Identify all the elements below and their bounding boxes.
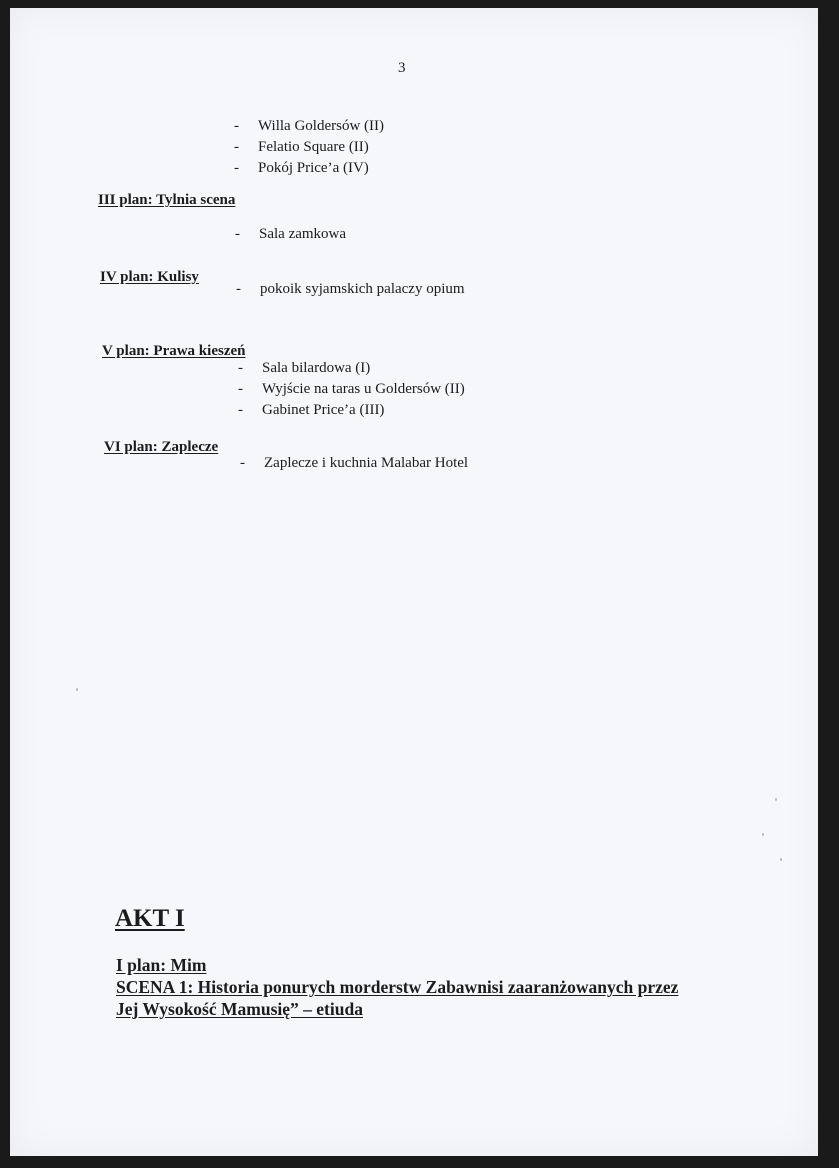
scan-speck bbox=[762, 833, 764, 836]
location-list-plan-3 bbox=[235, 224, 346, 245]
list-item: - Zaplecze i kuchnia Malabar Hotel bbox=[240, 453, 468, 474]
act-scene-block bbox=[116, 954, 678, 1020]
location-list-top bbox=[234, 116, 384, 179]
list-item: - Wyjście na taras u Goldersów (II) bbox=[238, 379, 465, 400]
act-title: AKT I bbox=[115, 905, 185, 932]
scene-title-line-1: SCENA 1: Historia ponurych morderstw Zabawnisi zaaranżowanych przez bbox=[116, 977, 679, 997]
list-item: - Sala bilardowa (I) bbox=[238, 358, 465, 379]
list-item: - Willa Goldersów (II) bbox=[234, 116, 384, 137]
location-list-plan-4 bbox=[236, 279, 465, 300]
list-item: - pokoik syjamskich palaczy opium bbox=[236, 279, 465, 300]
plan-heading-5: V plan: Prawa kieszeń bbox=[102, 343, 246, 359]
scan-speck bbox=[76, 688, 78, 691]
page-number: 3 bbox=[398, 60, 406, 76]
scene-title-line-2: Jej Wysokość Mamusię” – etiuda bbox=[116, 999, 363, 1019]
scan-speck bbox=[780, 858, 782, 861]
location-list-plan-6 bbox=[240, 453, 468, 474]
plan-heading-3: III plan: Tylnia scena bbox=[98, 192, 236, 208]
location-list-plan-5 bbox=[238, 358, 465, 421]
act-plan-heading: I plan: Mim bbox=[116, 955, 207, 975]
plan-heading-6: VI plan: Zaplecze bbox=[104, 439, 219, 455]
list-item: - Gabinet Price’a (III) bbox=[238, 400, 465, 421]
list-item: - Pokój Price’a (IV) bbox=[234, 158, 384, 179]
document-page bbox=[10, 8, 818, 1156]
scan-speck bbox=[775, 798, 777, 801]
plan-heading-4: IV plan: Kulisy bbox=[100, 269, 199, 285]
list-item: - Sala zamkowa bbox=[235, 224, 346, 245]
list-item: - Felatio Square (II) bbox=[234, 137, 384, 158]
